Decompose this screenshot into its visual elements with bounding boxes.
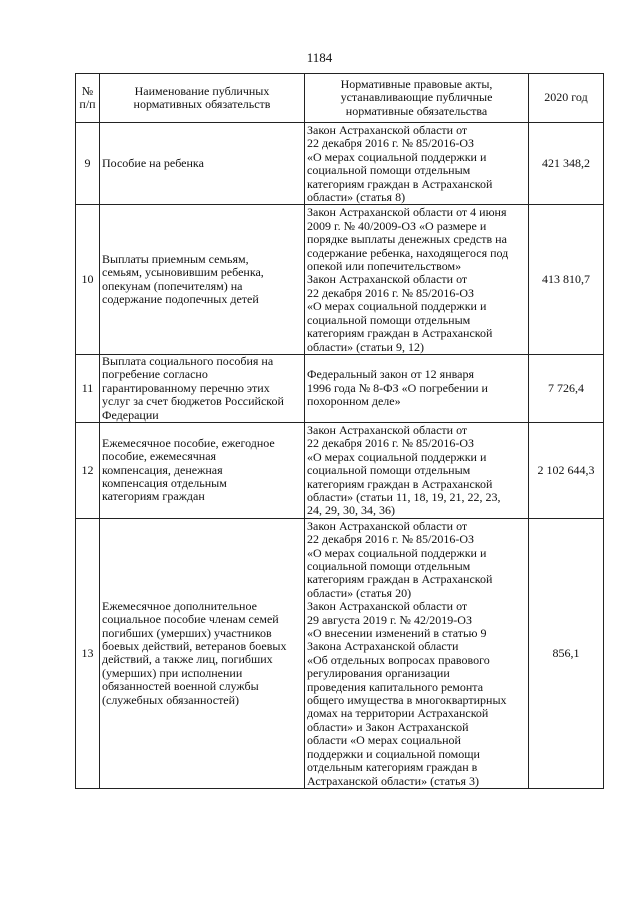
table-row	[76, 518, 604, 788]
obligation-name: Ежемесячное дополнительное социальное пособие членам семей погибших (умерших) участников боевых действий, ветеранов боевых действий, а также лиц, погибших (умерших) при исполнении обязанностей военной службы (служебных обязанностей)	[100, 518, 305, 788]
table-row	[76, 354, 604, 422]
row-number: 13	[76, 518, 100, 788]
row-number: 9	[76, 123, 100, 205]
amount-2020: 421 348,2	[529, 123, 604, 205]
header-legal-acts: Нормативные правовые акты, устанавливающие публичные нормативные обязательства	[305, 74, 529, 123]
row-number: 11	[76, 354, 100, 422]
amount-2020: 7 726,4	[529, 354, 604, 422]
amount-2020: 856,1	[529, 518, 604, 788]
legal-acts: Федеральный закон от 12 января 1996 года № 8-ФЗ «О погребении и похоронном деле»	[305, 354, 529, 422]
header-year-2020: 2020 год	[529, 74, 604, 123]
table-header-row	[76, 74, 604, 123]
table-row	[76, 123, 604, 205]
row-number: 12	[76, 422, 100, 518]
legal-acts: Закон Астраханской области от 22 декабря 2016 г. № 85/2016-ОЗ «О мерах социальной поддержки и социальной помощи отдельным категориям граждан в Астраханской области» (статьи 11, 18, 19, 21, 22, 23, 24, 29, 30, 34, 36)	[305, 422, 529, 518]
legal-acts: Закон Астраханской области от 4 июня 2009 г. № 40/2009-ОЗ «О размере и порядке выплаты денежных средств на содержание ребенка, находящегося под опекой или попечительством» Закон Астраханской области от 22 декабря 2016 г. № 85/2016-ОЗ «О мерах социальной поддержки и социальной помощи отдельным категориям граждан в Астраханской области» (статьи 9, 12)	[305, 205, 529, 354]
obligation-name: Ежемесячное пособие, ежегодное пособие, ежемесячная компенсация, денежная компенсация отдельным категориям граждан	[100, 422, 305, 518]
page-number: 1184	[306, 50, 333, 65]
amount-2020: 2 102 644,3	[529, 422, 604, 518]
table-row	[76, 205, 604, 354]
public-obligations-table	[75, 73, 604, 789]
row-number: 10	[76, 205, 100, 354]
obligation-name: Выплаты приемным семьям, семьям, усыновившим ребенка, опекунам (попечителям) на содержание подопечных детей	[100, 205, 305, 354]
legal-acts: Закон Астраханской области от 22 декабря 2016 г. № 85/2016-ОЗ «О мерах социальной поддержки и социальной помощи отдельным категориям граждан в Астраханской области» (статья 8)	[305, 123, 529, 205]
legal-acts: Закон Астраханской области от 22 декабря 2016 г. № 85/2016-ОЗ «О мерах социальной поддержки и социальной помощи отдельным категориям граждан в Астраханской области» (статья 20) Закон Астраханской области от 29 августа 2019 г. № 42/2019-ОЗ «О внесении изменений в статью 9 Закона Астраханской области «Об отдельных вопросах правового регулирования организации проведения капитального ремонта общего имущества в многоквартирных домах на территории Астраханской области» и Закон Астраханской области «О мерах социальной поддержки и социальной помощи отдельным категориям граждан в Астраханской области» (статья 3)	[305, 518, 529, 788]
obligation-name: Выплата социального пособия на погребение согласно гарантированному перечню этих услуг за счет бюджетов Российской Федерации	[100, 354, 305, 422]
obligation-name: Пособие на ребенка	[100, 123, 305, 205]
header-obligation-name: Наименование публичных нормативных обязательств	[100, 74, 305, 123]
header-number: № п/п	[76, 74, 100, 123]
table-row	[76, 422, 604, 518]
amount-2020: 413 810,7	[529, 205, 604, 354]
